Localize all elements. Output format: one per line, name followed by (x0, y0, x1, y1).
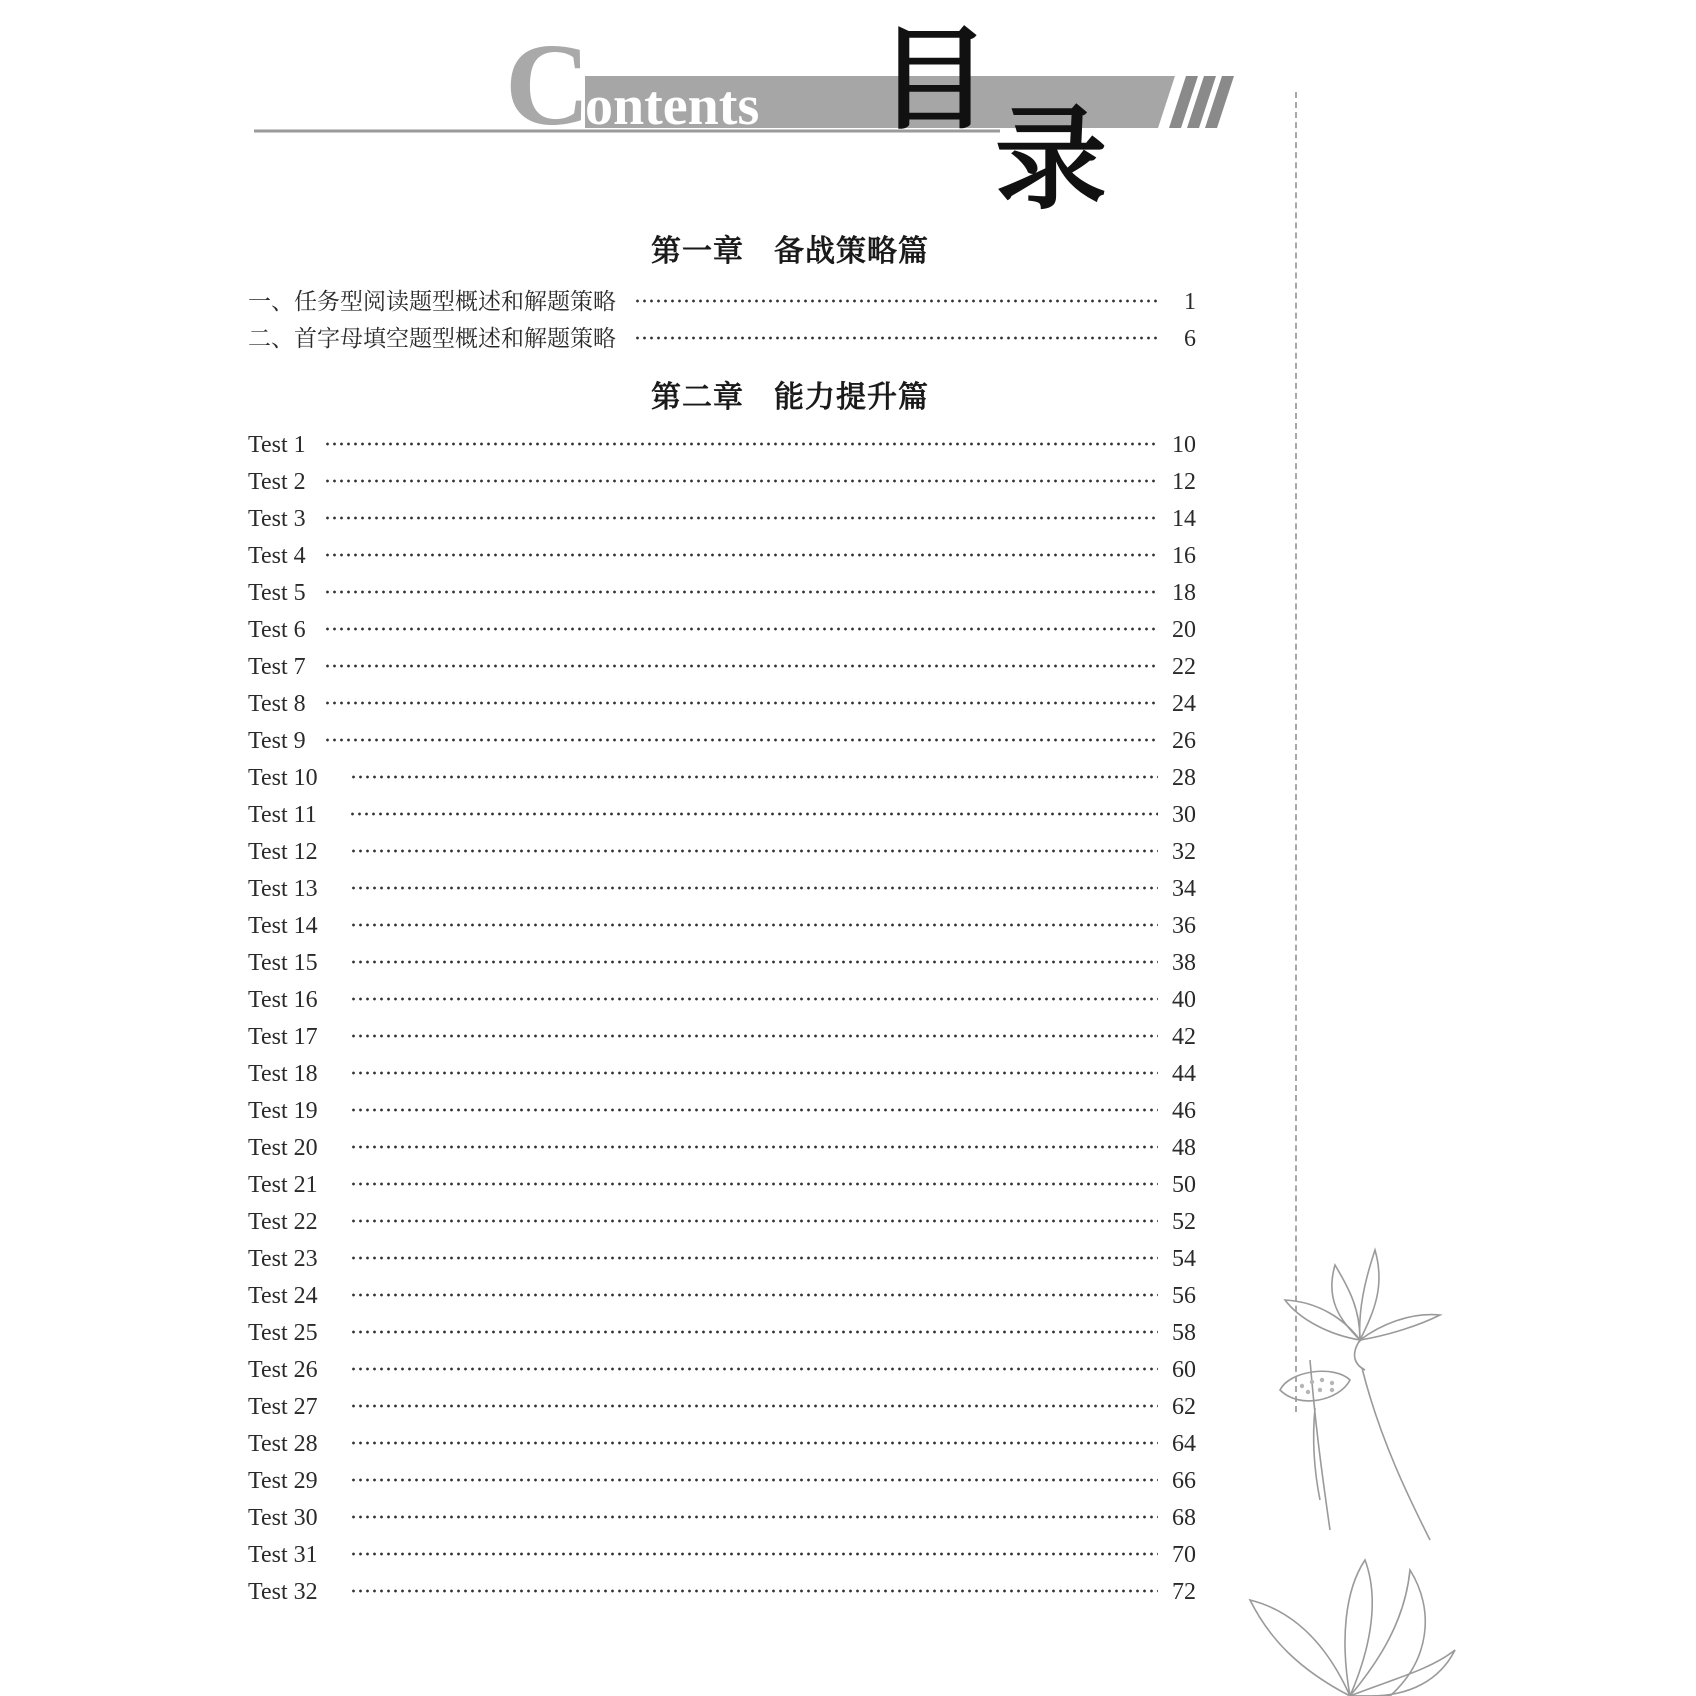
toc-entry-page: 10 (1172, 432, 1196, 458)
toc-entry-label: Test 22 (248, 1209, 318, 1235)
dot-leader (350, 886, 1158, 890)
toc-entry-label: 二、首字母填空题型概述和解题策略 (248, 326, 616, 352)
toc-entry-label: Test 26 (248, 1357, 318, 1383)
contents-big-c: C (505, 19, 591, 150)
toc-entry-page: 1 (1184, 289, 1196, 315)
toc-entry-page: 22 (1172, 654, 1196, 680)
toc-entry-test[interactable] (248, 1579, 1196, 1613)
header-graphic (0, 0, 1696, 220)
chapter-title: 能力提升篇 (774, 380, 929, 415)
toc-entry-page: 62 (1172, 1394, 1196, 1420)
chapter-heading-2 (0, 372, 1580, 416)
toc-entry-test[interactable] (248, 1024, 1196, 1058)
toc-entry-page: 42 (1172, 1024, 1196, 1050)
dot-leader (350, 923, 1158, 927)
toc-entry-page: 66 (1172, 1468, 1196, 1494)
toc-entry-test[interactable] (248, 506, 1196, 540)
toc-entry-label: Test 28 (248, 1431, 318, 1457)
toc-entry-page: 60 (1172, 1357, 1196, 1383)
toc-entry-label: Test 23 (248, 1246, 318, 1272)
dot-leader (350, 1219, 1158, 1223)
toc-entry-test[interactable] (248, 913, 1196, 947)
dot-leader (350, 1071, 1158, 1075)
toc-entry-test[interactable] (248, 543, 1196, 577)
toc-entry-page: 38 (1172, 950, 1196, 976)
toc-entry-test[interactable] (248, 469, 1196, 503)
toc-entry-label: Test 2 (248, 469, 306, 495)
toc-entry-test[interactable] (248, 802, 1196, 836)
dot-leader (349, 812, 1158, 816)
dot-leader (350, 1108, 1158, 1112)
toc-entry-label: Test 15 (248, 950, 318, 976)
dot-leader (350, 1441, 1158, 1445)
toc-entry-page: 30 (1172, 802, 1196, 828)
toc-entry-page: 32 (1172, 839, 1196, 865)
toc-entry-page: 40 (1172, 987, 1196, 1013)
dot-leader (350, 1034, 1158, 1038)
toc-entry-label: Test 7 (248, 654, 306, 680)
toc-entry-label: Test 12 (248, 839, 318, 865)
toc-entry-test[interactable] (248, 1357, 1196, 1391)
toc-entry-test[interactable] (248, 1209, 1196, 1243)
dot-leader (324, 701, 1158, 705)
dot-leader (350, 1404, 1158, 1408)
dot-leader (350, 1256, 1158, 1260)
toc-entry-test[interactable] (248, 1246, 1196, 1280)
toc-entry-label: Test 4 (248, 543, 306, 569)
toc-entry-test[interactable] (248, 1172, 1196, 1206)
toc-entry-test[interactable] (248, 691, 1196, 725)
dot-leader (350, 960, 1158, 964)
chapter-title: 备战策略篇 (774, 234, 929, 269)
toc-entry-page: 36 (1172, 913, 1196, 939)
toc-entry-test[interactable] (248, 1098, 1196, 1132)
toc-entry-page: 54 (1172, 1246, 1196, 1272)
toc-entry-page: 14 (1172, 506, 1196, 532)
toc-entry-label: Test 14 (248, 913, 318, 939)
toc-entry-label: Test 8 (248, 691, 306, 717)
toc-entry-test[interactable] (248, 1320, 1196, 1354)
toc-entry-test[interactable] (248, 654, 1196, 688)
toc-entry-page: 16 (1172, 543, 1196, 569)
dot-leader (634, 336, 1158, 340)
dot-leader (324, 627, 1158, 631)
toc-entry-page: 70 (1172, 1542, 1196, 1568)
toc-entry-test[interactable] (248, 1542, 1196, 1576)
dot-leader (324, 553, 1158, 557)
toc-entry-test[interactable] (248, 950, 1196, 984)
toc-entry-page: 44 (1172, 1061, 1196, 1087)
toc-entry-test[interactable] (248, 1468, 1196, 1502)
dot-leader (350, 1145, 1158, 1149)
toc-entry-page: 68 (1172, 1505, 1196, 1531)
toc-entry-label: Test 6 (248, 617, 306, 643)
toc-entry-test[interactable] (248, 839, 1196, 873)
chapter-number: 第一章 (651, 234, 744, 269)
dot-leader (350, 1515, 1158, 1519)
dot-leader (350, 1589, 1158, 1593)
toc-entry-label: Test 3 (248, 506, 306, 532)
toc-entry-page: 50 (1172, 1172, 1196, 1198)
contents-word: ontents (585, 75, 760, 137)
toc-entry-label: Test 31 (248, 1542, 318, 1568)
toc-entry-label: Test 30 (248, 1505, 318, 1531)
toc-entry-page: 20 (1172, 617, 1196, 643)
chapter-heading-1 (0, 226, 1580, 270)
toc-entry-label: Test 25 (248, 1320, 318, 1346)
dot-leader (350, 997, 1158, 1001)
toc-entry-test[interactable] (248, 1394, 1196, 1428)
toc-entry-label: Test 21 (248, 1172, 318, 1198)
toc-entry-test[interactable] (248, 1061, 1196, 1095)
dot-leader (350, 1330, 1158, 1334)
toc-entry-test[interactable] (248, 987, 1196, 1021)
toc-entry-test[interactable] (248, 1431, 1196, 1465)
toc-entry-label: Test 20 (248, 1135, 318, 1161)
dot-leader (324, 590, 1158, 594)
dot-leader (350, 775, 1158, 779)
dot-leader (350, 1478, 1158, 1482)
toc-entry-page: 18 (1172, 580, 1196, 606)
toc-entry-label: Test 24 (248, 1283, 318, 1309)
dot-leader (324, 738, 1158, 742)
toc-entry-label: Test 10 (248, 765, 318, 791)
toc-entry-page: 12 (1172, 469, 1196, 495)
vertical-dashed-rule (1295, 92, 1297, 1412)
toc-entry-page: 24 (1172, 691, 1196, 717)
toc-entry-test[interactable] (248, 1135, 1196, 1169)
toc-entry-label: Test 1 (248, 432, 306, 458)
toc-entry-page: 52 (1172, 1209, 1196, 1235)
toc-entry-test[interactable] (248, 432, 1196, 466)
toc-entry-page: 28 (1172, 765, 1196, 791)
dot-leader (350, 1182, 1158, 1186)
toc-entry-label: Test 18 (248, 1061, 318, 1087)
toc-entry-label: Test 5 (248, 580, 306, 606)
toc-entry-page: 26 (1172, 728, 1196, 754)
dot-leader (324, 442, 1158, 446)
dot-leader (324, 664, 1158, 668)
toc-entry-test[interactable] (248, 765, 1196, 799)
toc-entry-label: Test 29 (248, 1468, 318, 1494)
contents-header (0, 0, 1696, 220)
dot-leader (350, 1367, 1158, 1371)
toc-entry-page: 48 (1172, 1135, 1196, 1161)
toc-entry-page: 34 (1172, 876, 1196, 902)
toc-entry-test[interactable] (248, 728, 1196, 762)
toc-entry-label: Test 17 (248, 1024, 318, 1050)
chapter-number: 第二章 (651, 380, 744, 415)
toc-entry-page: 58 (1172, 1320, 1196, 1346)
toc-entry-test[interactable] (248, 580, 1196, 614)
toc-entry-label: Test 11 (248, 802, 317, 828)
dot-leader (324, 479, 1158, 483)
toc-entry-section-2[interactable] (248, 320, 1196, 354)
dot-leader (634, 299, 1158, 303)
toc-entry-label: Test 27 (248, 1394, 318, 1420)
toc-entry-label: Test 9 (248, 728, 306, 754)
title-cn-mu: 目 (878, 15, 990, 145)
dot-leader (350, 1552, 1158, 1556)
dot-leader (350, 1293, 1158, 1297)
toc-entry-page: 72 (1172, 1579, 1196, 1605)
lotus-illustration-icon (1240, 1240, 1460, 1696)
toc-entry-label: Test 16 (248, 987, 318, 1013)
toc-entry-page: 64 (1172, 1431, 1196, 1457)
toc-entry-section-1[interactable] (248, 283, 1196, 317)
toc-entry-label: Test 32 (248, 1579, 318, 1605)
toc-entry-test[interactable] (248, 876, 1196, 910)
toc-entry-label: Test 13 (248, 876, 318, 902)
dot-leader (350, 849, 1158, 853)
title-cn-lu: 录 (995, 95, 1107, 220)
toc-entry-page: 6 (1184, 326, 1196, 352)
toc-entry-test[interactable] (248, 617, 1196, 651)
toc-entry-page: 46 (1172, 1098, 1196, 1124)
toc-entry-test[interactable] (248, 1505, 1196, 1539)
dot-leader (324, 516, 1158, 520)
toc-entry-test[interactable] (248, 1283, 1196, 1317)
toc-entry-label: 一、任务型阅读题型概述和解题策略 (248, 289, 616, 315)
toc-entry-label: Test 19 (248, 1098, 318, 1124)
toc-entry-page: 56 (1172, 1283, 1196, 1309)
